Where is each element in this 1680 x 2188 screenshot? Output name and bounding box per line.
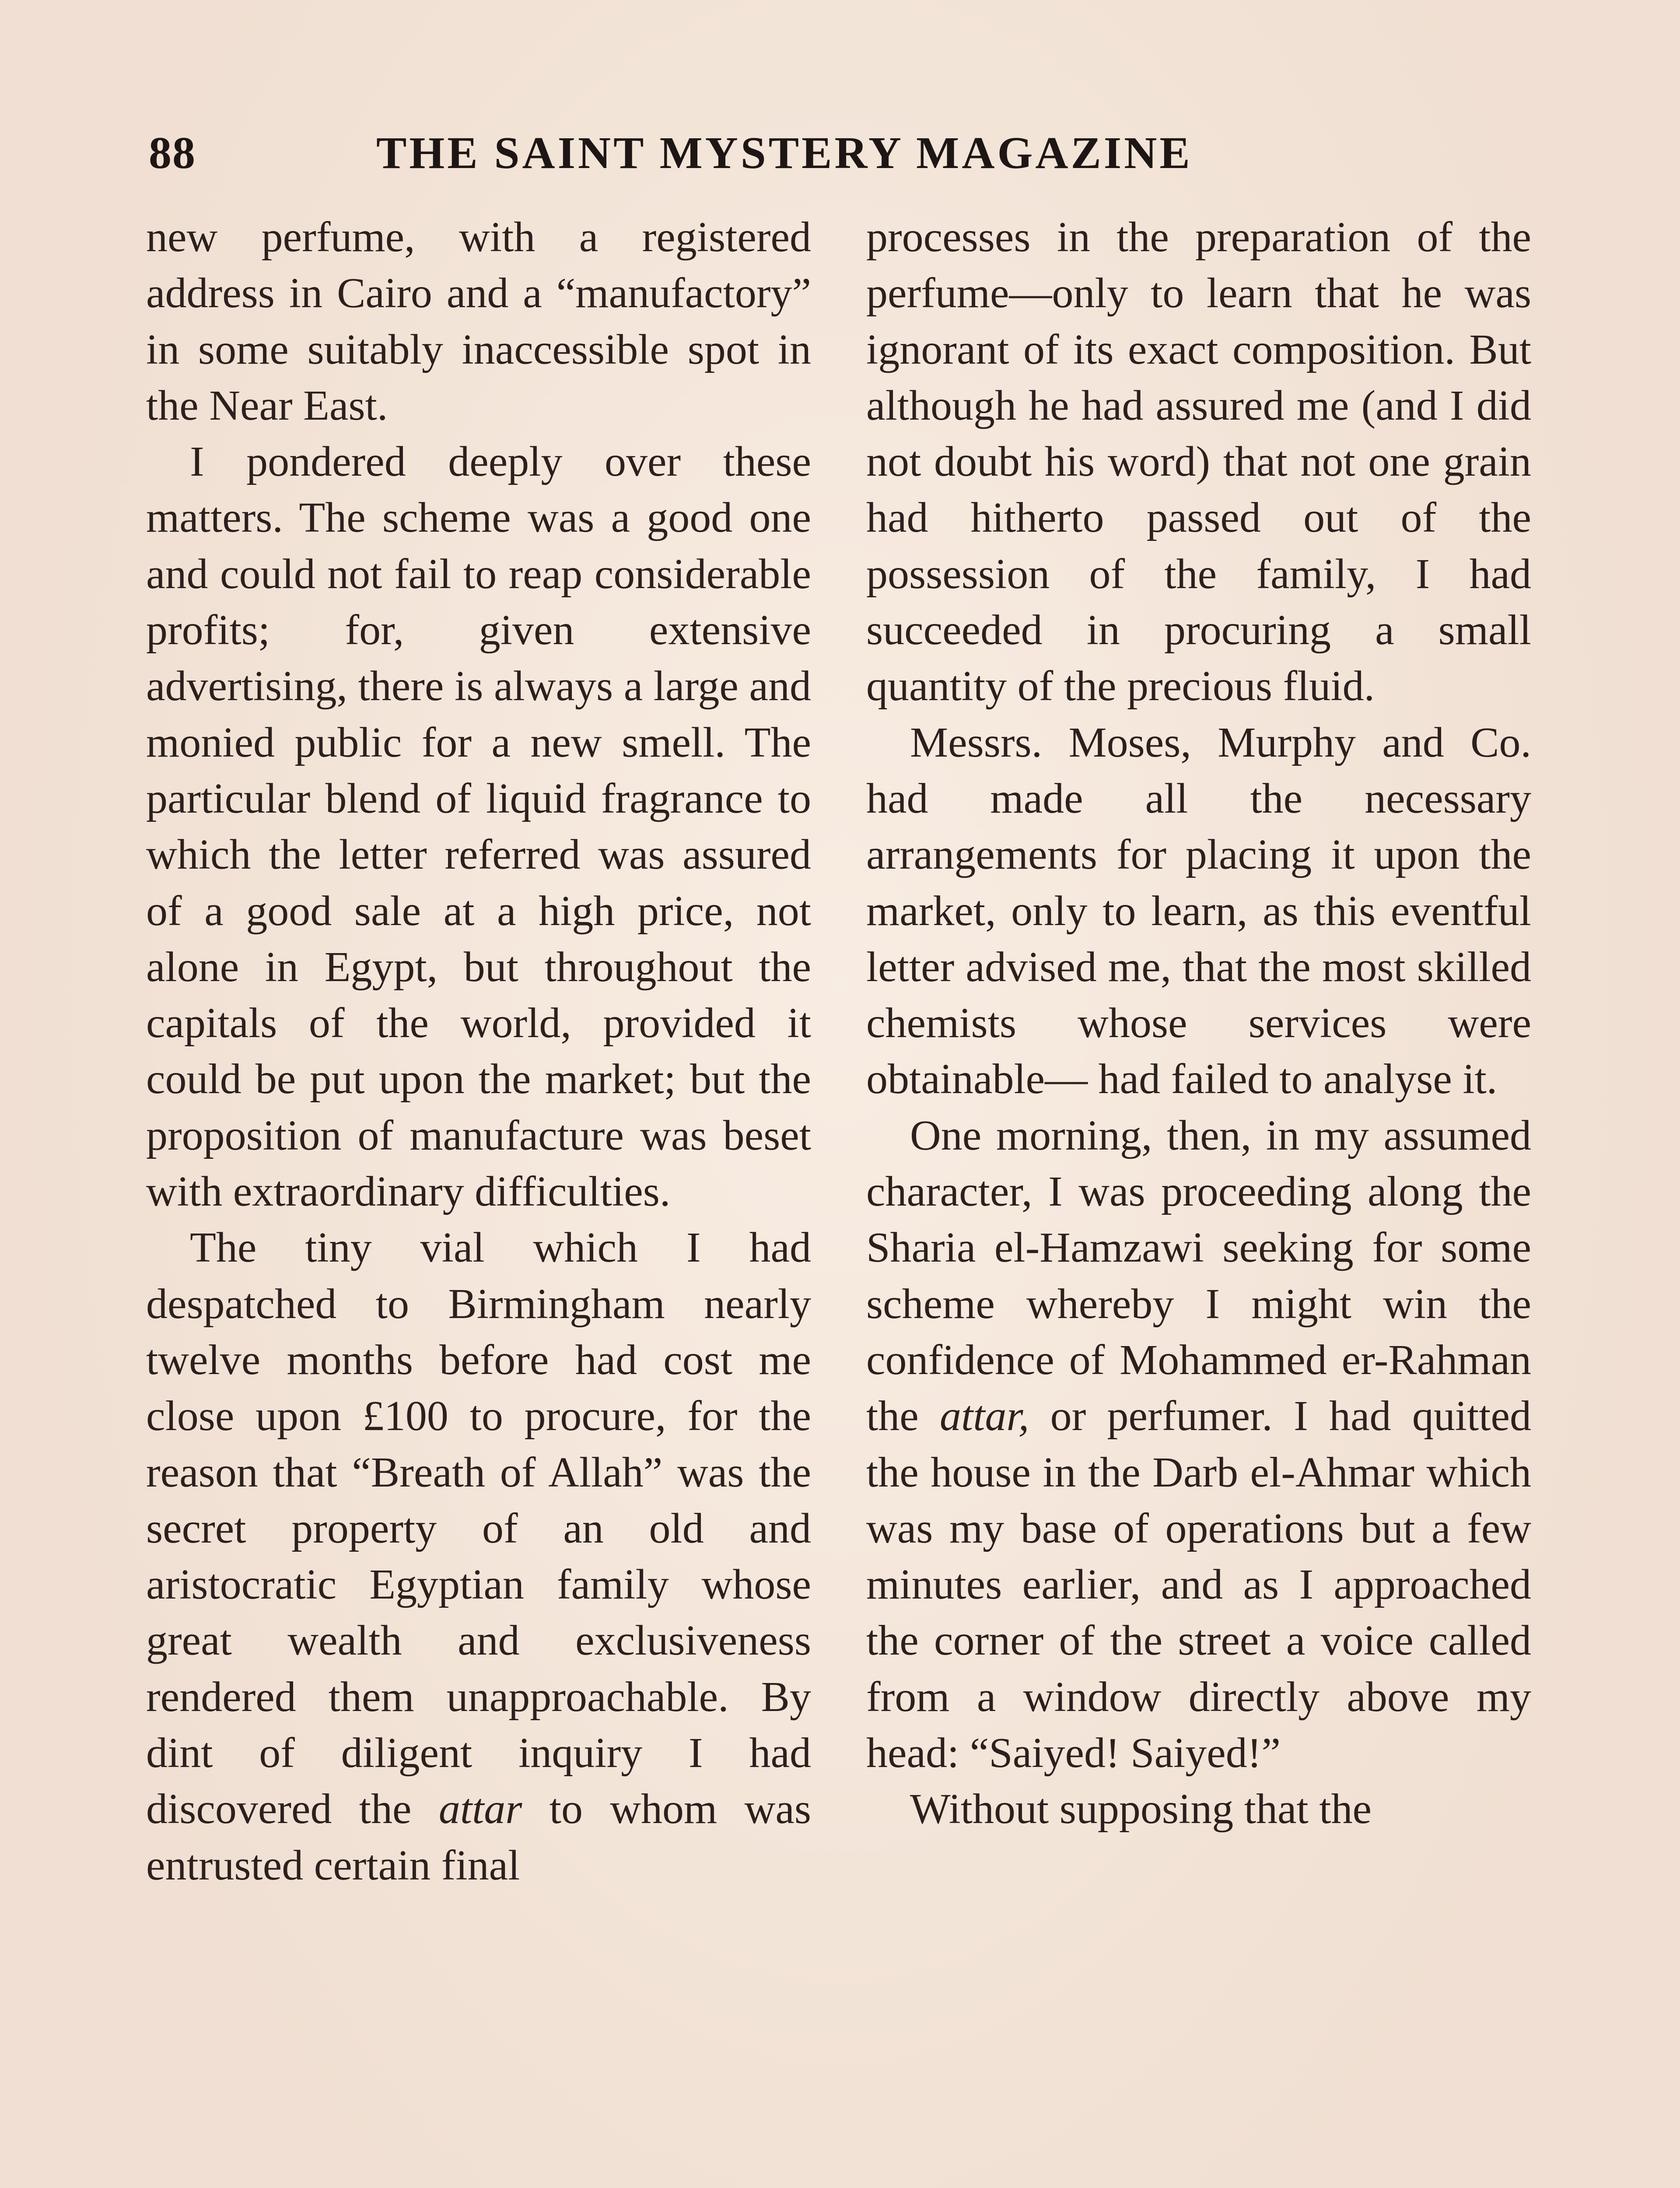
running-header xyxy=(149,127,1269,193)
paragraph: One morning, then, in my assumed character, I was proceeding along the Sharia el-Hamzawi seeking for some scheme whereby I might win the confidence of Mohammed er-Rahman the attar, or perfumer. I had quitted the house in the Darb el-Ahmar which was my base of operations but a few minutes earlier, and as I approached the corner of the street a voice called from a window directly above my head: “Saiyed! Saiyed!” xyxy=(866,1112,1531,1777)
page-number: 88 xyxy=(149,128,196,178)
paragraph: The tiny vial which I had despatched to Birmingham nearly twelve months before had cost me close upon £100 to procure, for the reason that “Breath of Allah” was the secret property of an old and aristocratic Egyptian family whose great wealth and exclusiveness rendered them unapproachable. By dint of diligent inquiry I had discovered the attar to whom was entrusted certain final xyxy=(146,1224,812,1889)
paragraph: I pondered deeply over these matters. The scheme was a good one and could not fail to reap considerable profits; for, given extensive advertising, there is always a large and monied public for a new smell. The particular blend of liquid fragrance to which the letter referred was assured of a good sale at a high price, not alone in Egypt, but throughout the capitals of the world, provided it could be put upon the market; but the proposition of manufacture was beset with extraordinary difficulties. xyxy=(146,438,811,1216)
text-column-left xyxy=(146,209,811,1893)
paragraph: processes in the preparation of the perfume—only to learn that he was ignorant of its exact composition. But although he had assured me (and I did not doubt his word) that not one grain had hitherto passed out of the possession of the family, I had succeeded in procuring a small quantity of the precious fluid. xyxy=(866,214,1531,710)
italic-word: attar xyxy=(438,1785,522,1833)
paragraph: new perfume, with a registered address in Cairo and a “manufactory” in some suitably inaccessible spot in the Near East. xyxy=(146,214,811,429)
italic-word: attar, xyxy=(940,1392,1029,1440)
paragraph: Without supposing that the xyxy=(910,1785,1372,1833)
magazine-title: THE SAINT MYSTERY MAGAZINE xyxy=(376,128,1193,178)
text-column-right xyxy=(866,209,1531,1837)
paragraph: Messrs. Moses, Murphy and Co. had made all the necessary arrangements for placing it upon the market, only to learn, as this eventful letter advised me, that the most skilled chemists whose services were obtainable— had failed to analyse it. xyxy=(866,719,1531,1103)
